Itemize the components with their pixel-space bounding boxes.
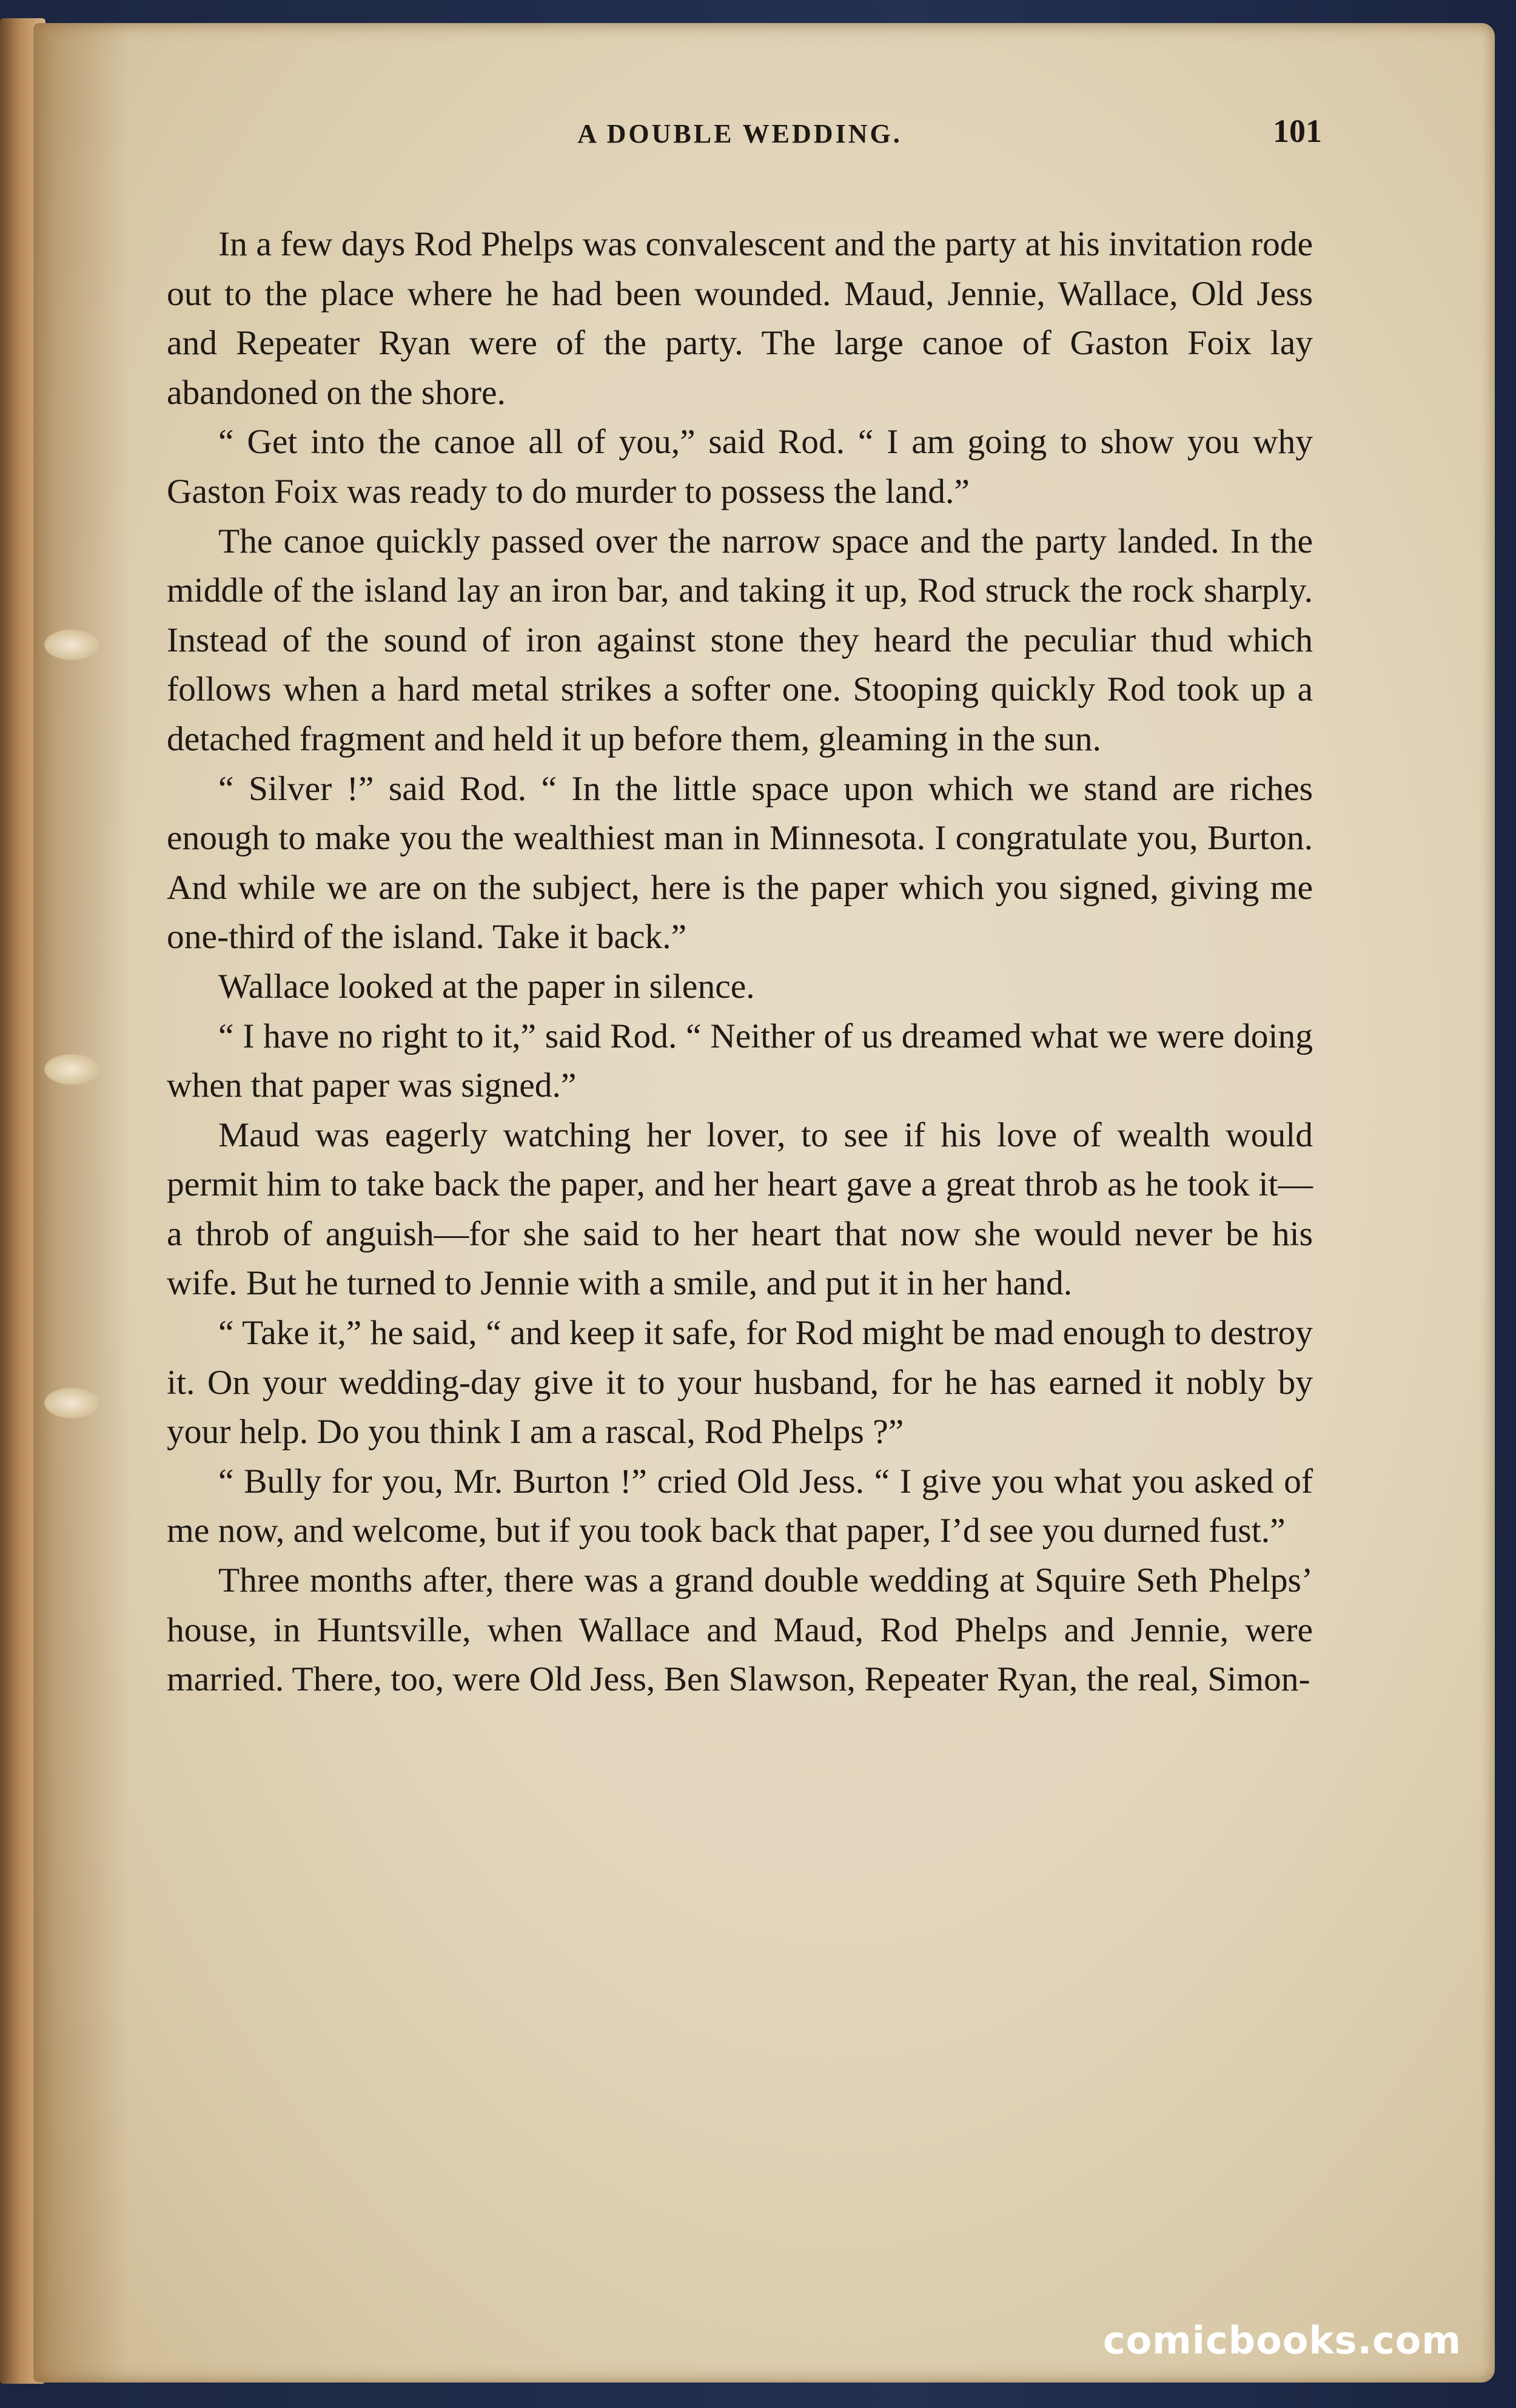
binding-hole [44,1054,99,1085]
paragraph: Maud was eagerly watching her lover, to see if his love of wealth would permit him to take back the paper, and her heart gave a great throb as he took it—a throb of anguish—for she said to her heart that now she would never be his wife. But he turned to Jennie with a smile, and put it in her hand. [167,1115,1313,1303]
paragraph: “ Get into the canoe all of you,” said Rod. “ I am going to show you why Gaston Foix was ready to do murder to possess the land.” [167,423,1313,511]
paragraph: Three months after, there was a grand double wedding at Squire Seth Phelps’ house, in Huntsville, when Wallace and Maud, Rod Phelps and Jennie, were married. There, too, were Old Jess, Ben Slawson, Repeater Ryan, the real, Simon- [167,1561,1313,1699]
paragraph: “ Silver !” said Rod. “ In the little space upon which we stand are riches enough to make you the wealthiest man in Minnesota. I congratulate you, Burton. And while we are on the subject, here is the paper which you signed, giving me one-third of the island. Take it back.” [167,769,1313,957]
paragraph: The canoe quickly passed over the narrow space and the party landed. In the middle of the island lay an iron bar, and taking it up, Rod struck the rock sharply. Instead of the sound of iron against stone they heard the peculiar thud which follows when a hard metal strikes a softer one. Stooping quickly Rod took up a detached fragment and held it up before them, gleaming in the sun. [167,522,1313,758]
running-head: A DOUBLE WEDDING. [577,119,902,149]
paragraph: In a few days Rod Phelps was convalescent and the party at his invitation rode out to the place where he had been wounded. Maud, Jennie, Wallace, Old Jess and Repeater Ryan were of the party. The large canoe of Gaston Foix lay abandoned on the shore. [167,225,1313,412]
page-header [164,113,1322,161]
paragraph: “ Bully for you, Mr. Burton !” cried Old Jess. “ I give you what you asked of me now, and welcome, but if you took back that paper, I’d see you durned fust.” [167,1462,1313,1550]
binding-hole [44,1388,99,1418]
gutter-shadow [33,23,130,2383]
paragraph: “ I have no right to it,” said Rod. “ Neither of us dreamed what we were doing when that paper was signed.” [167,1017,1313,1105]
page-number: 101 [1273,113,1322,149]
paragraph: Wallace looked at the paper in silence. [218,967,755,1006]
paragraph: “ Take it,” he said, “ and keep it safe, for Rod might be mad enough to destroy it. On your wedding-day give it to your husband, for he has earned it nobly by your help. Do you think I am a rascal, Rod Phelps ?” [167,1314,1313,1451]
body-text [167,220,1313,1704]
binding-hole [44,630,99,660]
watermark: comicbooks.com [1102,2318,1461,2363]
